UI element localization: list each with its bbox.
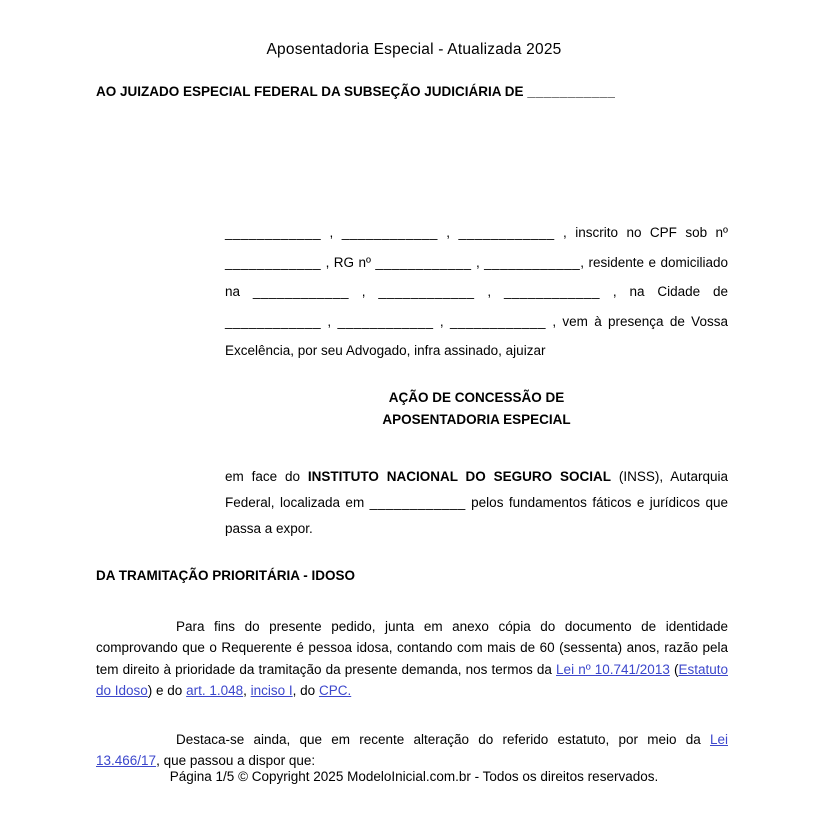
action-title — [225, 387, 728, 431]
blank-field: ____________ — [337, 313, 434, 329]
text-run: AO JUIZADO ESPECIAL FEDERAL DA SUBSEÇÃO JUDICIÁRIA DE — [96, 84, 528, 99]
addressee-heading — [96, 84, 728, 99]
blank-field: ____________ — [378, 284, 475, 299]
blank-field: ____________ — [458, 225, 555, 240]
text-run: pelos fundamentos fáticos e jurídicos que passa a expor. — [225, 494, 728, 536]
inline-link[interactable]: Estatuto do Idoso — [96, 661, 728, 698]
text-run: , residente e domiciliado na — [225, 254, 728, 299]
blank-field: ____________ — [503, 284, 601, 299]
text-run: , — [243, 683, 251, 698]
text-run: em face do — [225, 468, 308, 484]
text-run: Para fins do presente pedido, junta em anexo cópia do documento de identidade comprovando que o Requerente é pessoa idosa, contando com mais de 60 (sessenta) anos, razão pela tem direito à prioridade da tramitação da presente demanda, nos termos da — [96, 618, 728, 677]
text-run: , — [321, 313, 338, 329]
action-title-line2: APOSENTADORIA ESPECIAL — [382, 411, 571, 427]
inline-link[interactable]: Lei nº 10.741/2013 — [556, 661, 670, 677]
page-footer: Página 1/5 © Copyright 2025 ModeloInicial.com.br - Todos os direitos reservados. — [169, 769, 659, 784]
inline-link[interactable]: art. 1.048 — [186, 683, 244, 698]
text-run: , — [321, 225, 342, 240]
inline-link[interactable]: CPC. — [318, 683, 352, 698]
text-run: , — [471, 254, 485, 270]
blank-field: ____________ — [375, 254, 472, 270]
text-run: Destaca-se ainda, que em recente alteração do referido estatuto, por meio da — [176, 731, 710, 747]
text-run: , — [437, 225, 459, 240]
blank-field: ____________ — [252, 284, 349, 299]
blank-field: ____________ — [449, 313, 547, 329]
text-run: , vem à presença de Vossa Excelência, por seu Advogado, infra assinado, ajuizar — [225, 313, 728, 358]
party-qualification-paragraph — [225, 218, 728, 366]
paragraph-prioridade-idoso — [96, 616, 728, 702]
blank-field: ____________ — [225, 254, 322, 270]
blank-field: ____________ — [341, 225, 438, 240]
document-title: Aposentadoria Especial - Atualizada 2025 — [266, 41, 562, 58]
section-heading-tramitacao: DA TRAMITAÇÃO PRIORITÁRIA - IDOSO — [96, 567, 355, 583]
blank-field: ____________ — [369, 494, 466, 510]
paragraph-destaca-se — [96, 729, 728, 772]
blank-field: ____________ — [484, 254, 581, 270]
text-run: , RG nº — [321, 254, 376, 270]
text-run: (INSS), Autarquia Federal, localizada em — [225, 468, 728, 510]
text-run: ) e do — [147, 683, 187, 698]
blank-field: ____________ — [225, 225, 322, 240]
text-run: , — [433, 313, 450, 329]
text-run: , inscrito no CPF sob nº — [554, 225, 728, 240]
text-run: , — [348, 284, 379, 299]
blank-field: ___________ — [527, 84, 616, 99]
text-run: INSTITUTO NACIONAL DO SEGURO SOCIAL — [307, 468, 611, 484]
text-run: , que passou a dispor que: — [156, 753, 316, 768]
text-run: , do — [292, 683, 319, 698]
action-title-line1: AÇÃO DE CONCESSÃO DE — [388, 389, 565, 405]
inline-link[interactable]: inciso I — [250, 683, 293, 698]
text-run: , — [474, 284, 504, 299]
defendant-paragraph — [225, 464, 728, 542]
inline-link[interactable]: Lei 13.466/17 — [96, 731, 728, 768]
blank-field: ____________ — [225, 313, 322, 329]
text-run: ( — [669, 661, 679, 677]
text-run: , na Cidade de — [600, 284, 728, 299]
